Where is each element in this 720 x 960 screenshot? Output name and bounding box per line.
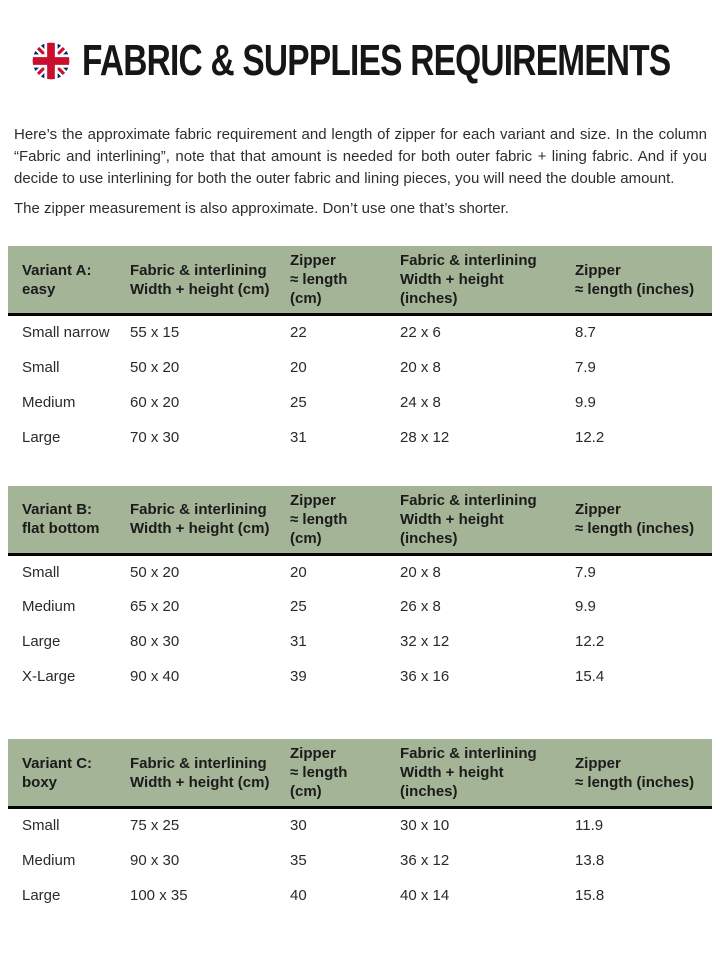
header-row [8,486,712,555]
variant-c-header [8,739,712,808]
table-cell: Medium [22,393,76,411]
table-row [8,659,712,694]
table-cell: 80 x 30 [130,633,180,650]
fabric-cm-header-cell [116,486,276,555]
table-row [8,843,712,878]
table-cell: Small [22,563,60,581]
table-cell: 8.7 [575,324,596,342]
table-cell: 35 [290,851,307,869]
page-title: FABRIC & SUPPLIES REQUIREMENTS [82,36,671,85]
table-cell: 50 x 20 [130,358,180,376]
variant-b-body [8,554,712,694]
header-line1: Fabric & interlining [400,491,537,509]
zipper-cm-header-cell [276,246,386,315]
table-row [8,589,712,624]
header-line1: Zipper [575,754,621,772]
table-cell: Small narrow [22,324,110,342]
header-row [8,739,712,808]
fabric-inches-header-cell [386,739,561,808]
header-line2: ≈ length (inches) [575,280,695,298]
variant-label-line2: easy [22,280,56,298]
table-cell: 20 x 8 [400,563,441,581]
header-line2: Width + height (cm) [130,773,270,791]
table-cell: 25 [290,393,307,411]
variant-a-table [8,246,712,455]
table-cell: Large [22,886,61,904]
table-row [8,878,712,913]
table-cell: 55 x 15 [130,324,180,342]
table-cell: 36 x 16 [400,668,450,685]
fabric-cm-header-cell [116,739,276,808]
table-cell: 50 x 20 [130,563,180,581]
table-cell: 22 [290,324,307,342]
header-row [8,246,712,315]
table-cell: 39 [290,668,307,685]
table-row [8,350,712,385]
table-cell: 90 x 30 [130,851,180,869]
table-cell: 12.2 [575,633,605,650]
header-line1: Fabric & interlining [130,261,267,279]
table-cell: 32 x 12 [400,633,450,650]
table-cell: 70 x 30 [130,428,180,446]
table-cell: Large [22,428,61,446]
variant-a-header [8,246,712,315]
fabric-inches-header-cell [386,486,561,555]
header-line2: Width + height (cm) [130,280,270,298]
table-cell: 25 [290,598,307,615]
intro-paragraph-2: The zipper measurement is also approximate. Don’t use one that’s shorter. [14,200,509,217]
table-cell: 28 x 12 [400,428,450,446]
uk-flag-icon [30,40,72,82]
table-cell: 31 [290,633,307,650]
header-line1: Zipper [290,491,336,509]
header-line2: ≈ length (inches) [575,773,695,791]
table-cell: 7.9 [575,358,596,376]
variant-a-body [8,315,712,455]
table-cell: Small [22,817,60,835]
table-cell: 30 x 10 [400,817,450,835]
table-cell: 65 x 20 [130,598,180,615]
zipper-cm-header-cell [276,739,386,808]
variant-label-line2: flat bottom [22,520,100,537]
table-cell: 22 x 6 [400,324,441,342]
table-cell: 75 x 25 [130,817,180,835]
variant-label-line2: boxy [22,773,58,791]
zipper-inches-header-cell [561,486,712,555]
fabric-inches-header-cell [386,246,561,315]
header-line1: Fabric & interlining [130,501,267,518]
header-line1: Fabric & interlining [130,754,267,772]
header-line2: ≈ length (cm) [290,271,348,307]
header-line2: Width + height (inches) [400,271,504,307]
table-cell: 36 x 12 [400,851,450,869]
table-cell: Medium [22,851,76,869]
table-cell: Medium [22,598,76,615]
header-line2: Width + height (inches) [400,764,504,800]
table-cell: 11.9 [575,817,604,835]
variant-b-header [8,486,712,555]
table-row [8,808,712,843]
intro-paragraph-1: Here’s the approximate fabric requirement and length of zipper for each variant and size. In the column “Fabric and interlining”, note that that amount is needed for both outer fabric + lining fabric. And if you decide to use interlining for both the outer fabric and lining pieces, you will need the double amount. [14,126,707,187]
header-line2: ≈ length (cm) [290,764,348,800]
variant-c-title-cell [8,739,116,808]
tables-section [0,220,720,913]
variant-b-title-cell [8,486,116,555]
table-cell: 40 x 14 [400,886,450,904]
table-cell: Small [22,358,60,376]
table-row [8,420,712,455]
header-line1: Zipper [290,252,336,269]
header-line2: Width + height (inches) [400,510,504,547]
intro-section [0,84,720,220]
table-cell: 24 x 8 [400,393,441,411]
table-row [8,315,712,350]
variant-c-body [8,808,712,913]
header-line1: Zipper [575,261,621,279]
table-cell: 30 [290,817,307,835]
table-cell: 90 x 40 [130,668,180,685]
table-row [8,385,712,420]
variant-label-line1: Variant B: [22,501,93,518]
header-line2: ≈ length (cm) [290,510,348,547]
table-cell: 60 x 20 [130,393,180,411]
table-cell: 7.9 [575,563,596,581]
zipper-inches-header-cell [561,246,712,315]
variant-c-table [8,739,712,913]
table-cell: 15.4 [575,668,605,685]
table-cell: 13.8 [575,851,605,869]
fabric-cm-header-cell [116,246,276,315]
header-line1: Fabric & interlining [400,252,537,269]
table-cell: X-Large [22,668,76,685]
document-header [0,0,720,84]
table-cell: 40 [290,886,307,904]
variant-label-line1: Variant A: [22,261,92,279]
header-line1: Fabric & interlining [400,745,537,762]
table-cell: 9.9 [575,393,596,411]
zipper-cm-header-cell [276,486,386,555]
table-cell: 20 [290,563,307,581]
table-cell: 26 x 8 [400,598,441,615]
table-row [8,624,712,659]
zipper-inches-header-cell [561,739,712,808]
variant-a-title-cell [8,246,116,315]
table-cell: Large [22,633,61,650]
table-cell: 100 x 35 [130,886,188,904]
header-line2: ≈ length (inches) [575,520,695,537]
table-cell: 15.8 [575,886,605,904]
table-cell: 20 x 8 [400,358,441,376]
table-cell: 12.2 [575,428,605,446]
table-cell: 9.9 [575,598,596,615]
variant-label-line1: Variant C: [22,754,93,772]
variant-b-table [8,486,712,695]
table-row [8,554,712,589]
table-cell: 31 [290,428,307,446]
table-cell: 20 [290,358,307,376]
header-line1: Zipper [290,745,336,762]
header-line1: Zipper [575,501,621,518]
header-line2: Width + height (cm) [130,520,270,537]
